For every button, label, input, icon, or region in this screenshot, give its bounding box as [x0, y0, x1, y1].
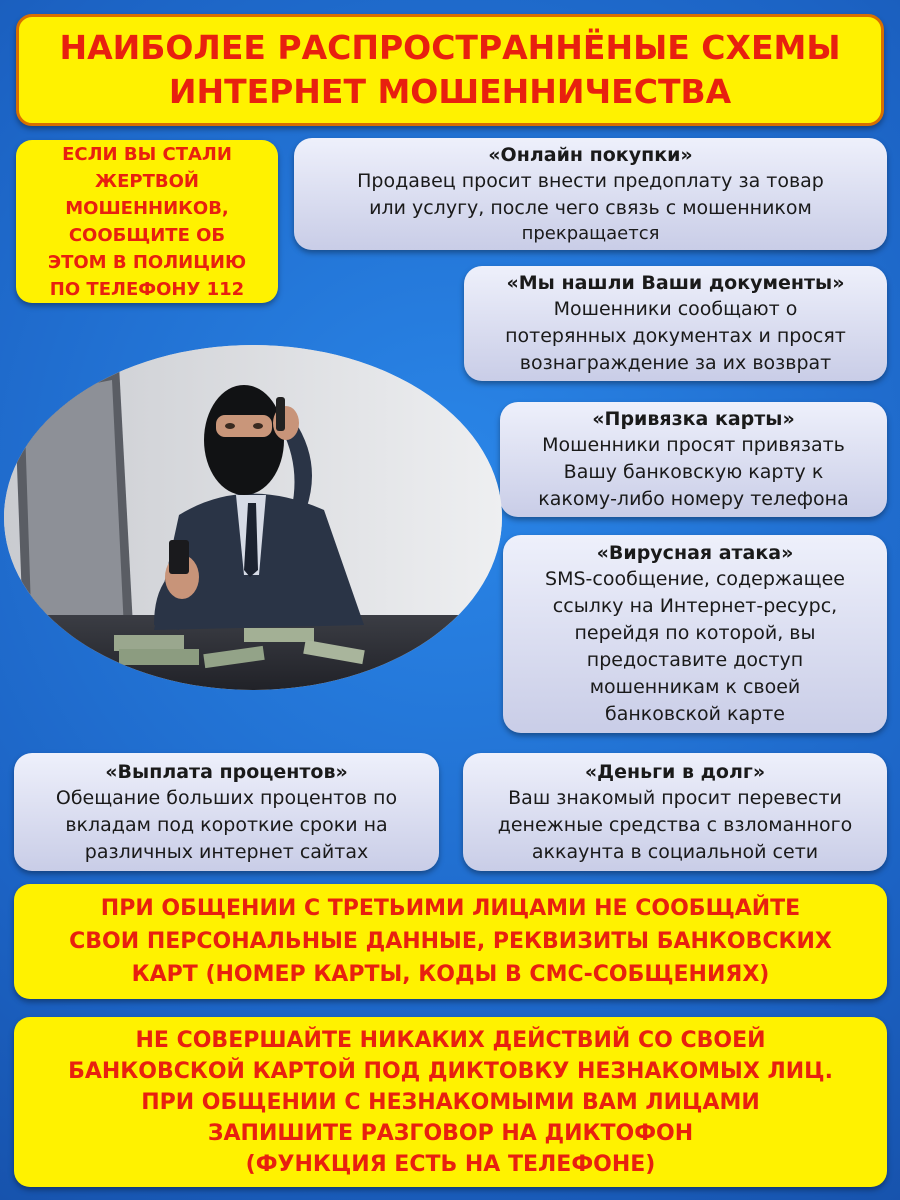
police-note-line: ПО ТЕЛЕФОНУ 112 — [49, 278, 245, 300]
warning-line: ЗАПИШИТЕ РАЗГОВОР НА ДИКТОФОН — [207, 1120, 694, 1146]
warning-line: БАНКОВСКОЙ КАРТОЙ ПОД ДИКТОВКУ НЕЗНАКОМЫХ ЛИЦ. — [68, 1058, 833, 1084]
police-note-line: СООБЩИТЕ ОБ — [68, 224, 226, 246]
scheme-card-found-documents — [464, 266, 887, 381]
scammer-photo — [4, 345, 502, 690]
police-note-line: МОШЕННИКОВ, — [65, 197, 229, 219]
police-note-line: ЭТОМ В ПОЛИЦИЮ — [47, 251, 247, 273]
scheme-text: потерянных документах и просят — [505, 325, 846, 347]
scheme-text: предоставите доступ — [586, 649, 804, 671]
scheme-text: Мошенники просят привязать — [542, 434, 845, 456]
scheme-text: вкладам под короткие сроки на — [65, 813, 388, 836]
warning-line: СВОИ ПЕРСОНАЛЬНЫЕ ДАННЫЕ, РЕКВИЗИТЫ БАНКОВСКИХ — [69, 929, 832, 954]
police-note — [16, 140, 278, 303]
scheme-text: Ваш знакомый просит перевести — [508, 786, 842, 809]
police-note-line: ЕСЛИ ВЫ СТАЛИ — [62, 143, 232, 165]
title-line-1: НАИБОЛЕЕ РАСПРОСТРАННЁНЫЕ СХЕМЫ — [59, 28, 841, 67]
scheme-text: Вашу банковскую карту к — [563, 461, 824, 483]
scheme-card-virus-attack — [503, 535, 887, 733]
scheme-title: «Привязка карты» — [592, 408, 795, 430]
title-line-2: ИНТЕРНЕТ МОШЕННИЧЕСТВА — [168, 72, 732, 111]
warning-line: ПРИ ОБЩЕНИИ С ТРЕТЬИМИ ЛИЦАМИ НЕ СООБЩАЙТЕ — [100, 896, 801, 921]
warning-line: ПРИ ОБЩЕНИИ С НЕЗНАКОМЫМИ ВАМ ЛИЦАМИ — [141, 1089, 760, 1115]
scheme-title: «Вирусная атака» — [596, 542, 794, 564]
scheme-text: Мошенники сообщают о — [553, 298, 798, 320]
scheme-title: «Выплата процентов» — [105, 760, 348, 783]
scheme-card-online-purchases — [294, 138, 887, 250]
scheme-text: SMS-сообщение, содержащее — [545, 568, 845, 590]
scheme-text: какому-либо номеру телефона — [538, 488, 849, 510]
scheme-text: ссылку на Интернет-ресурс, — [552, 595, 838, 617]
warning-line: КАРТ (НОМЕР КАРТЫ, КОДЫ В СМС-СОБЩЕНИЯХ) — [131, 962, 770, 987]
warning-personal-data — [14, 884, 887, 999]
page-title — [16, 14, 884, 126]
scammer-illustration — [4, 345, 502, 690]
scheme-text: перейдя по которой, вы — [574, 622, 816, 644]
scheme-text: Обещание больших процентов по — [55, 786, 398, 809]
scheme-text: денежные средства с взломанного — [497, 813, 853, 836]
scheme-text: прекращается — [521, 223, 660, 244]
scheme-text: банковской карте — [605, 703, 785, 725]
scheme-text: Продавец просит внести предоплату за товар — [357, 170, 824, 192]
scheme-text: или услугу, после чего связь с мошенником — [369, 197, 812, 219]
warning-line: (ФУНКЦИЯ ЕСТЬ НА ТЕЛЕФОНЕ) — [245, 1151, 656, 1177]
scheme-card-money-loan — [463, 753, 887, 871]
scheme-text: различных интернет сайтах — [84, 840, 369, 863]
scheme-text: мошенникам к своей — [589, 676, 801, 698]
scheme-text: вознаграждение за их возврат — [519, 352, 832, 374]
scheme-title: «Онлайн покупки» — [488, 144, 693, 166]
scheme-title: «Деньги в долг» — [584, 760, 766, 783]
scheme-text: аккаунта в социальной сети — [531, 840, 819, 863]
warning-bank-card-actions — [14, 1017, 887, 1187]
police-note-line: ЖЕРТВОЙ — [95, 170, 199, 192]
warning-line: НЕ СОВЕРШАЙТЕ НИКАКИХ ДЕЙСТВИЙ СО СВОЕЙ — [135, 1027, 766, 1053]
scheme-card-card-binding — [500, 402, 887, 517]
scheme-card-interest-payout — [14, 753, 439, 871]
scheme-title: «Мы нашли Ваши документы» — [506, 272, 845, 294]
